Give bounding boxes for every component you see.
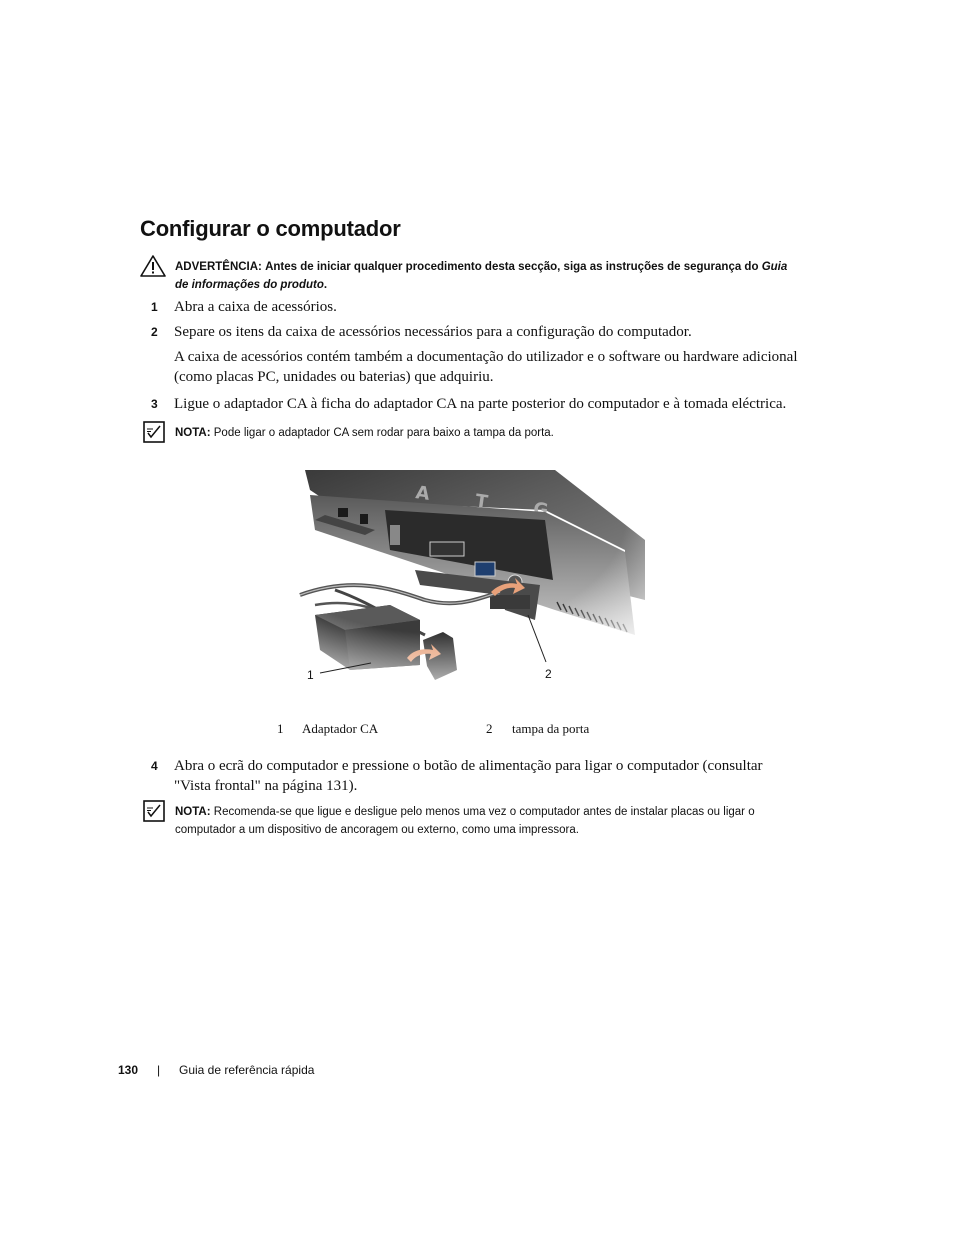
note-text: Pode ligar o adaptador CA sem rodar para baixo a tampa da porta. xyxy=(213,427,554,439)
footer-text: Guia de referência rápida xyxy=(179,1063,315,1077)
step-text-line2: "Vista frontal" na página 131). xyxy=(174,778,358,794)
caption-number: 1 xyxy=(277,721,284,736)
warning-icon xyxy=(140,254,166,278)
step-2-extra-line2: (como placas PC, unidades ou baterias) que adquiriu. xyxy=(174,369,494,385)
figure-callout: 1 xyxy=(307,668,314,682)
note-label: NOTA: xyxy=(175,806,211,818)
figure-illustration xyxy=(295,470,647,690)
note-icon xyxy=(143,800,165,822)
footer-separator: | xyxy=(157,1063,161,1077)
warning-label: ADVERTÊNCIA: xyxy=(175,261,262,273)
note-label: NOTA: xyxy=(175,427,211,439)
caption-label: tampa da porta xyxy=(512,721,590,736)
caption-number: 2 xyxy=(486,721,493,736)
warning-block xyxy=(175,258,825,294)
step-number: 4 xyxy=(151,759,158,773)
step-2-extra-line1: A caixa de acessórios contém também a documentação do utilizador e o software ou hardware adicional xyxy=(174,349,798,365)
step-text-line1: Abra o ecrã do computador e pressione o botão de alimentação para ligar o computador (consultar xyxy=(174,758,763,774)
warning-italic-1: Guia xyxy=(761,261,788,273)
step-number: 3 xyxy=(151,397,158,411)
warning-end: . xyxy=(323,279,328,291)
figure-callout: 2 xyxy=(545,667,552,681)
page-title: Configurar o computador xyxy=(140,216,401,241)
page-number: 130 xyxy=(118,1063,139,1077)
step-number: 2 xyxy=(151,325,158,339)
note-icon xyxy=(143,421,165,443)
note-1 xyxy=(175,424,554,442)
note-2 xyxy=(175,803,825,839)
note-text-line2: computador a um dispositivo de ancoragem ou externo, como uma impressora. xyxy=(175,824,579,836)
step-text: Abra a caixa de acessórios. xyxy=(174,299,337,315)
step-text: Ligue o adaptador CA à ficha do adaptador CA na parte posterior do computador e à tomada eléctrica. xyxy=(174,396,787,412)
note-text-line1: Recomenda-se que ligue e desligue pelo menos uma vez o computador antes de instalar placas ou ligar o xyxy=(213,806,755,818)
warning-italic-2: de informações do produto xyxy=(175,279,324,291)
caption-label: Adaptador CA xyxy=(302,721,379,736)
step-number: 1 xyxy=(151,300,158,314)
warning-text: Antes de iniciar qualquer procedimento desta secção, siga as instruções de segurança do xyxy=(265,261,759,273)
step-text: Separe os itens da caixa de acessórios necessários para a configuração do computador. xyxy=(174,324,692,340)
